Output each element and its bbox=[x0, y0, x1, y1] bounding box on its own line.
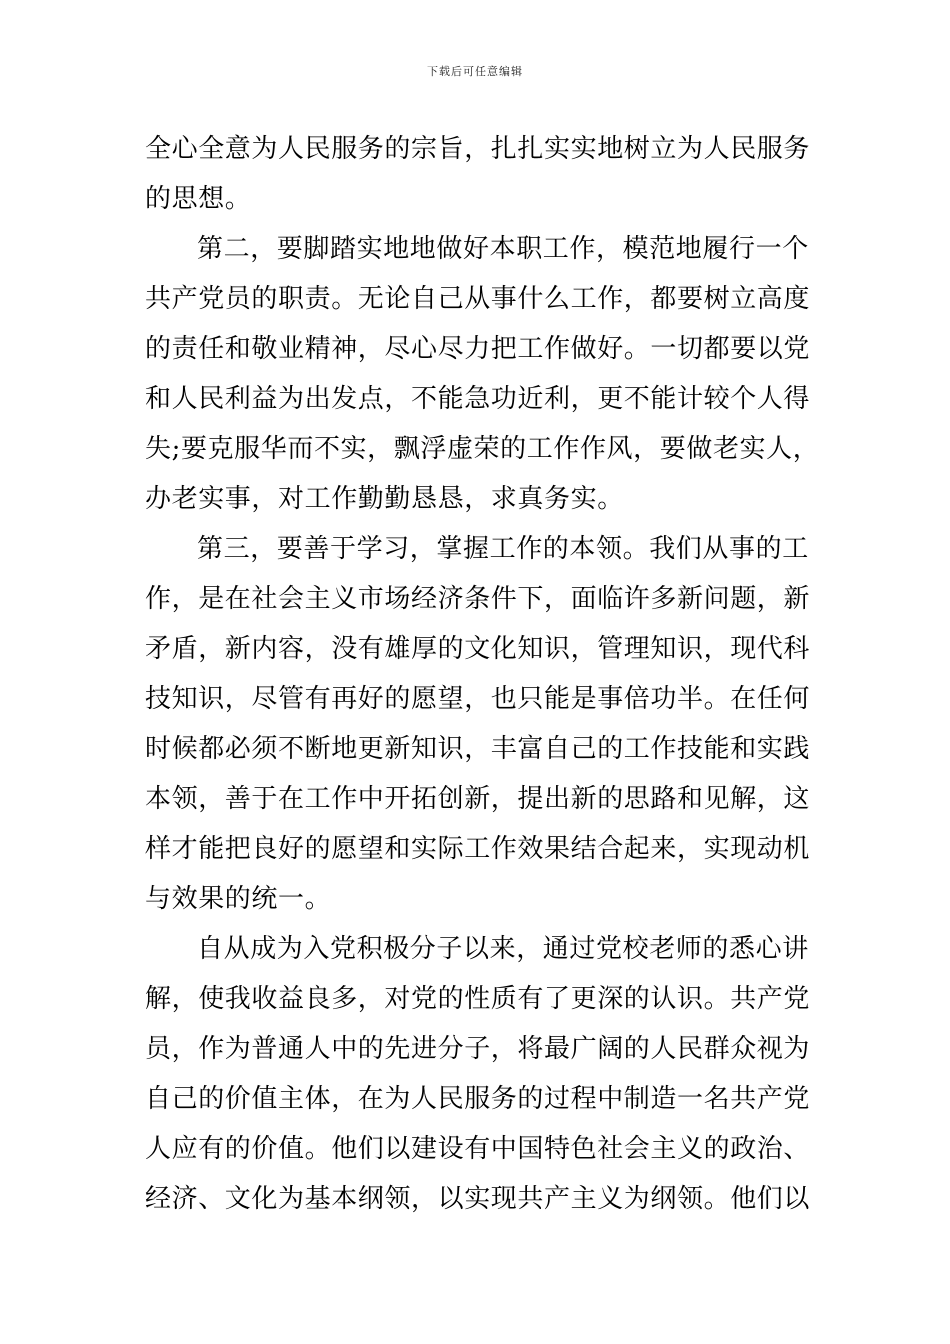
text-line: 员，作为普通人中的先进分子，将最广阔的人民群众视为 bbox=[145, 1034, 811, 1064]
text-line: 办老实事，对工作勤勤恳恳，求真务实。 bbox=[145, 484, 624, 514]
text-line: 和人民利益为出发点，不能急功近利，更不能计较个人得 bbox=[145, 384, 811, 414]
text-line: 失;要克服华而不实，飘浮虚荣的工作作风，要做老实人， bbox=[145, 434, 820, 464]
text-line: 样才能把良好的愿望和实际工作效果结合起来，实现动机 bbox=[145, 834, 811, 864]
text-line: 与效果的统一。 bbox=[145, 884, 332, 914]
text-line: 全心全意为人民服务的宗旨，扎扎实实地树立为人民服务 bbox=[145, 134, 811, 164]
text-line: 第二，要脚踏实地地做好本职工作，模范地履行一个 bbox=[197, 234, 809, 264]
text-line: 时候都必须不断地更新知识，丰富自己的工作技能和实践 bbox=[145, 734, 811, 764]
text-line: 本领，善于在工作中开拓创新，提出新的思路和见解，这 bbox=[145, 784, 811, 814]
text-line: 技知识，尽管有再好的愿望，也只能是事倍功半。在任何 bbox=[145, 684, 811, 714]
text-line: 的思想。 bbox=[145, 184, 252, 214]
text-line: 人应有的价值。他们以建设有中国特色社会主义的政治、 bbox=[145, 1134, 811, 1164]
text-line: 作，是在社会主义市场经济条件下，面临许多新问题，新 bbox=[145, 584, 811, 614]
text-line: 自己的价值主体，在为人民服务的过程中制造一名共产党 bbox=[145, 1084, 811, 1114]
text-line: 自从成为入党积极分子以来，通过党校老师的悉心讲 bbox=[197, 934, 809, 964]
text-line: 共产党员的职责。无论自己从事什么工作，都要树立高度 bbox=[145, 284, 811, 314]
text-line: 解，使我收益良多，对党的性质有了更深的认识。共产党 bbox=[145, 984, 811, 1014]
text-line: 经济、文化为基本纲领，以实现共产主义为纲领。他们以 bbox=[145, 1184, 811, 1214]
text-line: 的责任和敬业精神，尽心尽力把工作做好。一切都要以党 bbox=[145, 334, 811, 364]
page-header-note: 下载后可任意编辑 bbox=[427, 65, 523, 78]
text-line: 矛盾，新内容，没有雄厚的文化知识，管理知识，现代科 bbox=[145, 634, 811, 664]
text-line: 第三，要善于学习，掌握工作的本领。我们从事的工 bbox=[197, 534, 809, 564]
document-body bbox=[145, 124, 820, 1224]
